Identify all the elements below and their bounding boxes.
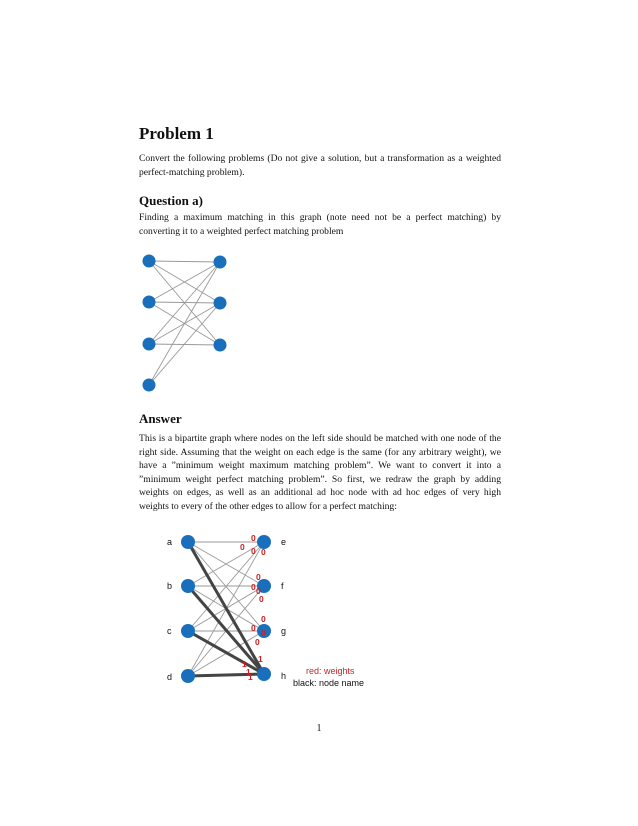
legend-weights: red: weights: [306, 666, 355, 676]
problem-title: Problem 1: [139, 124, 214, 143]
page-number: 1: [316, 723, 322, 734]
node-c: [181, 624, 195, 638]
question-title: Question a): [139, 193, 203, 208]
label-f: f: [281, 581, 284, 591]
label-a: a: [167, 537, 173, 547]
weight-label: 1: [258, 654, 263, 664]
problem-intro: Convert the following problems (Do not give a solution, but a transformation as a weighted perfect-matching problem).: [139, 153, 501, 178]
label-g: g: [281, 626, 287, 636]
graph-node: [143, 338, 156, 351]
weighted-graph-figure: [160, 530, 400, 695]
graph-edge: [149, 262, 220, 385]
weight-label: 0: [251, 582, 256, 592]
weight-label: 0: [240, 542, 245, 552]
graph-node: [214, 339, 227, 352]
label-h: h: [281, 671, 287, 681]
weight-label: 1: [242, 659, 247, 669]
graph-edge: [149, 262, 220, 302]
graph-node: [143, 379, 156, 392]
weight-label: 0: [261, 547, 266, 557]
weight-label: 0: [251, 546, 256, 556]
label-e: e: [281, 537, 287, 547]
node-d: [181, 669, 195, 683]
weight-label: 0: [261, 628, 266, 638]
label-c: c: [167, 626, 172, 636]
label-d: d: [167, 672, 173, 682]
weight-label: 1: [248, 672, 253, 682]
weight-label: 0: [261, 614, 266, 624]
node-a: [181, 535, 195, 549]
node-b: [181, 579, 195, 593]
graph-edge: [149, 261, 220, 262]
graph-node: [143, 296, 156, 309]
bipartite-graph-figure: [139, 250, 239, 395]
weight-label: 0: [259, 594, 264, 604]
node-h: [257, 667, 271, 681]
question-text: Finding a maximum matching in this graph (note need not be a perfect matching) by converting it to a weighted perfect matching problem: [139, 212, 501, 237]
weight-label: 1: [246, 667, 251, 677]
graph-node: [143, 255, 156, 268]
weight-label: 0: [256, 586, 261, 596]
weight-label: 0: [255, 637, 260, 647]
graph-node: [214, 297, 227, 310]
legend-node-names: black: node name: [293, 678, 365, 688]
weight-label: 0: [256, 572, 261, 582]
answer-title: Answer: [139, 411, 182, 426]
weight-label: 0: [251, 623, 256, 633]
answer-text: This is a bipartite graph where nodes on the left side should be matched with one node of the right side. Assuming that the weight on each edge is the same (for any arbitrary weight), we have a ”minimum weight maximum matching problem”. We want to convert it into a ”minimum weight perfect matching problem”. So first, we redraw the graph by adding weights on edges, as well as an additional ad hoc node with ad hoc edges of very high weights to every of the other edges to allow for a perfect matching:: [139, 433, 501, 512]
label-b: b: [167, 581, 173, 591]
graph-node: [214, 256, 227, 269]
weight-label: 0: [251, 533, 256, 543]
